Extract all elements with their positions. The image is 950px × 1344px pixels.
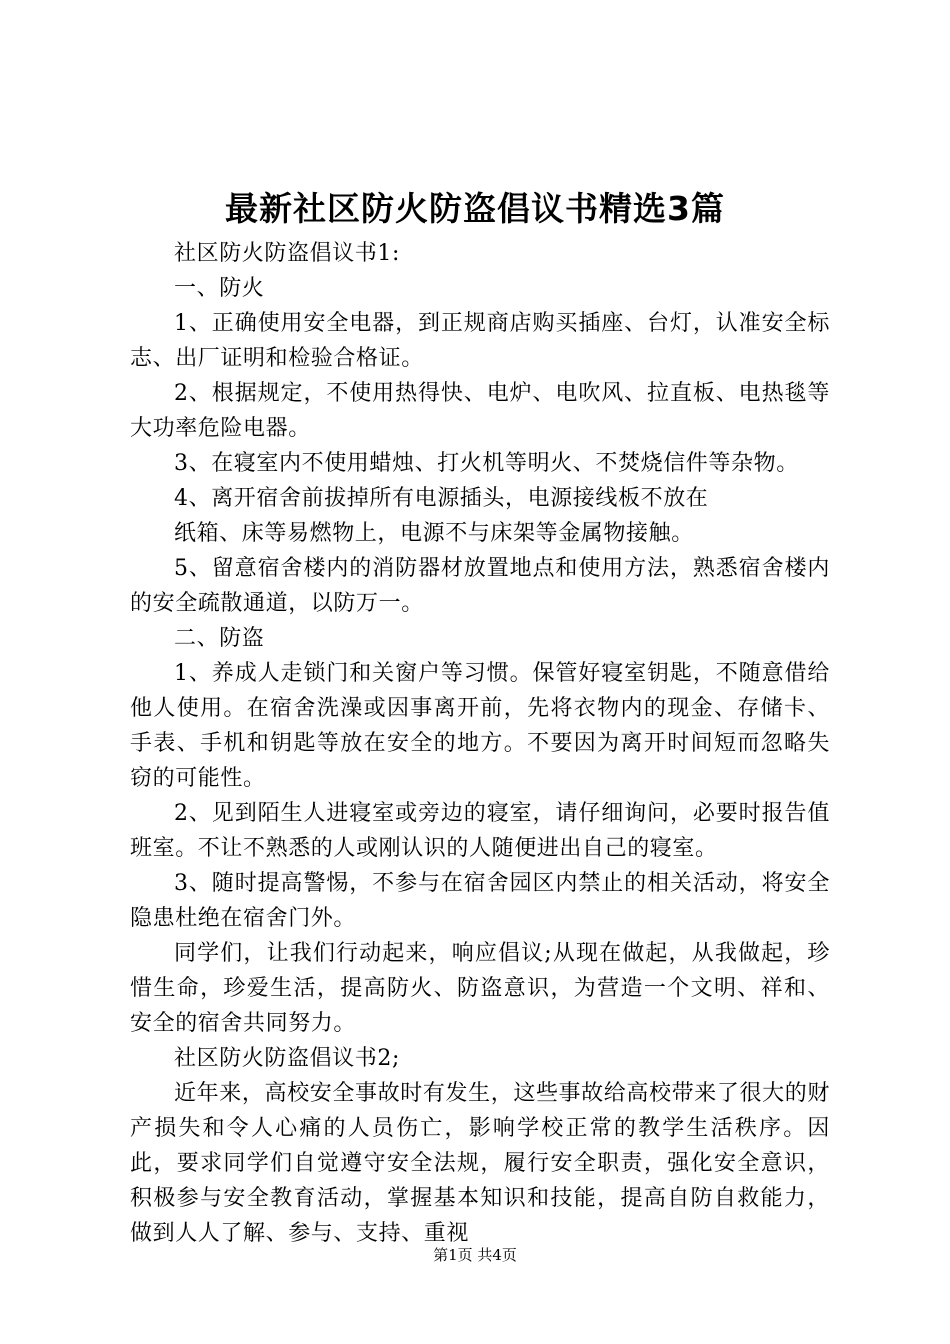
paragraph: 3、随时提高警惕，不参与在宿舍园区内禁止的相关活动，将安全隐患杜绝在宿舍门外。	[130, 871, 830, 931]
paragraph: 近年来，高校安全事故时有发生，这些事故给高校带来了很大的财产损失和令人心痛的人员伤亡，影响学校正常的教学生活秩序。因此，要求同学们自觉遵守安全法规，履行安全职责，强化安全意识，积极参与安全教育活动，掌握基本知识和技能，提高自防自救能力，做到人人了解、参与、支持、重视	[130, 1081, 830, 1246]
paragraph: 社区防火防盗倡议书1:	[174, 241, 401, 266]
paragraph: 社区防火防盗倡议书2;	[174, 1046, 401, 1071]
paragraph: 同学们，让我们行动起来，响应倡议;从现在做起，从我做起，珍惜生命，珍爱生活，提高防火、防盗意识，为营造一个文明、祥和、安全的宿舍共同努力。	[130, 941, 830, 1036]
paragraph: 纸箱、床等易燃物上，电源不与床架等金属物接触。	[174, 521, 694, 546]
paragraph: 1、养成人走锁门和关窗户等习惯。保管好寝室钥匙，不随意借给他人使用。在宿舍洗澡或因事离开前，先将衣物内的现金、存储卡、手表、手机和钥匙等放在安全的地方。不要因为离开时间短而忽略失窃的可能性。	[130, 661, 830, 791]
paragraph: 2、见到陌生人进寝室或旁边的寝室，请仔细询问，必要时报告值班室。不让不熟悉的人或刚认识的人随便进出自己的寝室。	[130, 801, 830, 861]
section-heading-theft: 二、防盗	[174, 626, 265, 651]
section-heading-fire: 一、防火	[174, 276, 265, 301]
paragraph: 5、留意宿舍楼内的消防器材放置地点和使用方法，熟悉宿舍楼内的安全疏散通道，以防万一。	[130, 556, 830, 616]
paragraph: 4、离开宿舍前拔掉所有电源插头，电源接线板不放在	[174, 486, 709, 511]
paragraph: 2、根据规定，不使用热得快、电炉、电吹风、拉直板、电热毯等大功率危险电器。	[130, 381, 830, 441]
document-body	[130, 236, 830, 1251]
paragraph: 1、正确使用安全电器，到正规商店购买插座、台灯，认准安全标志、出厂证明和检验合格证。	[130, 311, 830, 371]
paragraph: 3、在寝室内不使用蜡烛、打火机等明火、不焚烧信件等杂物。	[174, 451, 799, 476]
page-footer: 第1页 共4页	[433, 1246, 517, 1264]
document-title: 最新社区防火防盗倡议书精选3篇	[225, 189, 725, 228]
